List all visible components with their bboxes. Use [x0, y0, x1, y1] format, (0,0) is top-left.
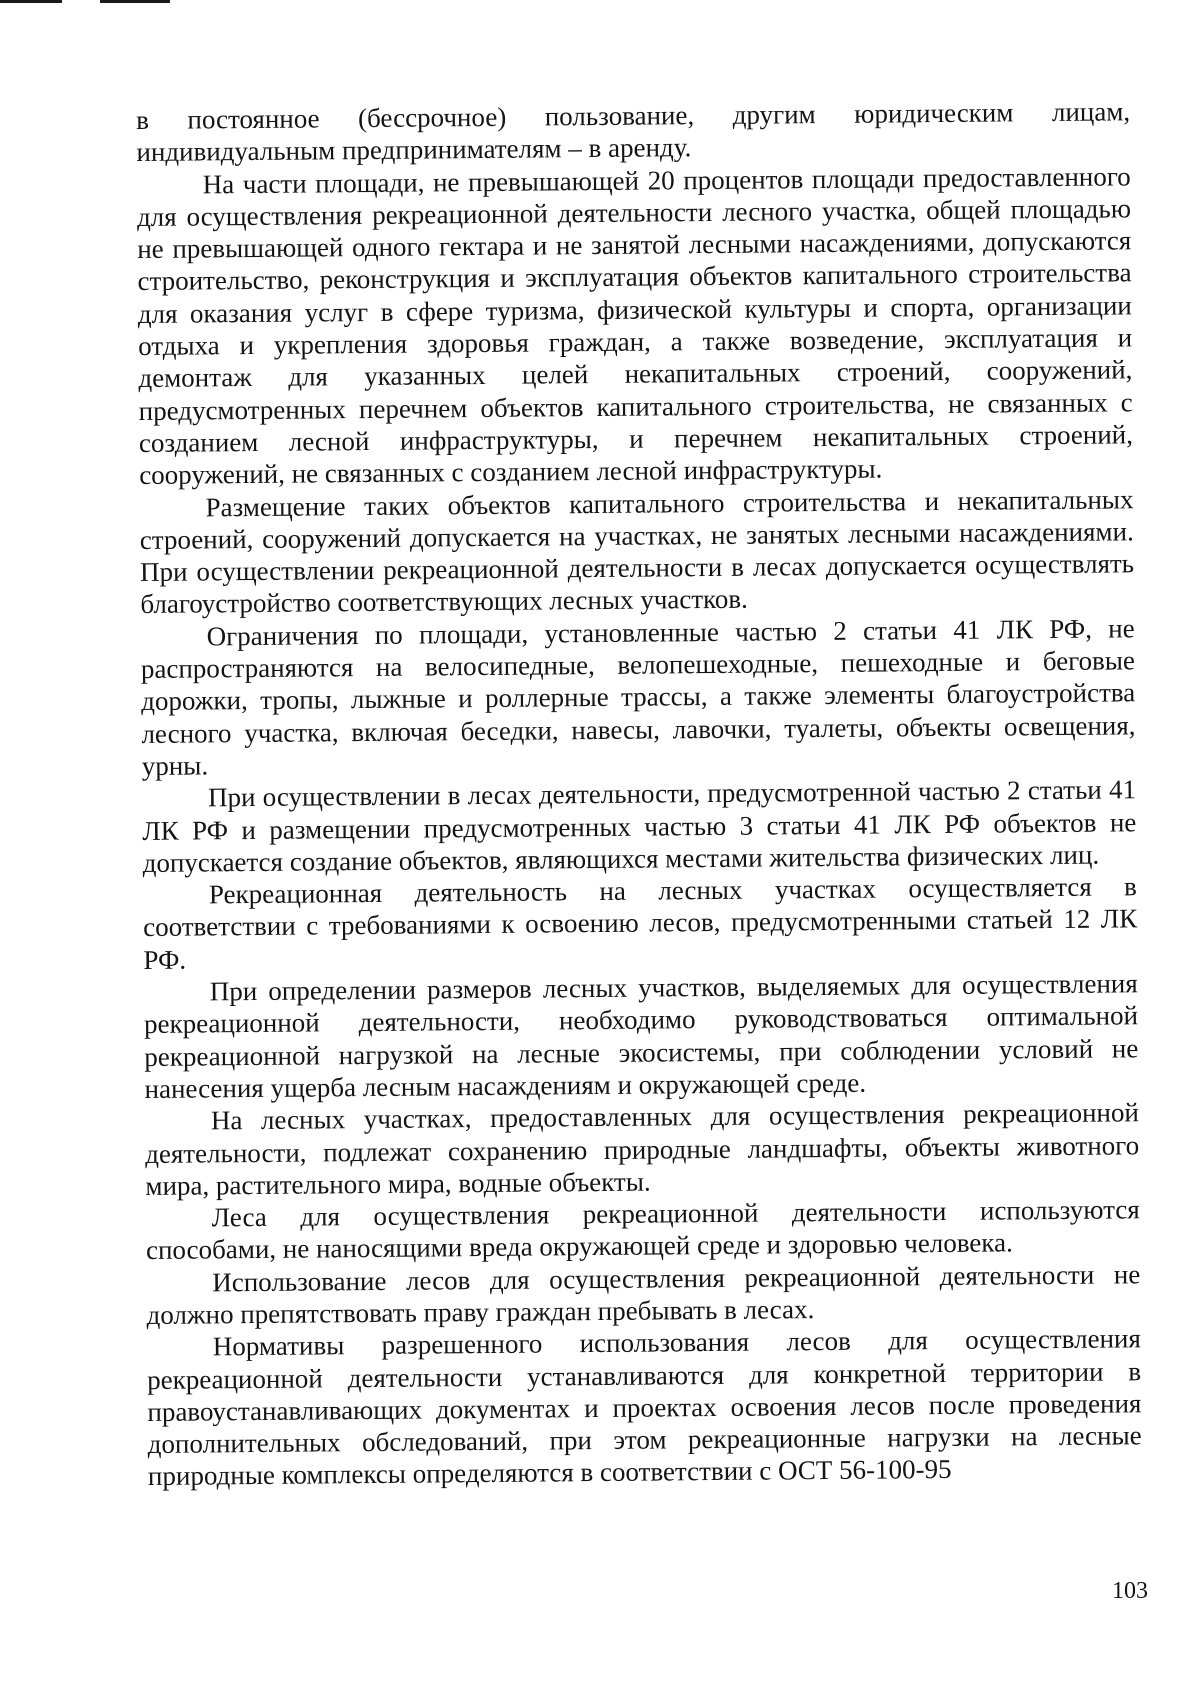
top-edge-mark	[0, 0, 62, 3]
top-edge-mark	[100, 0, 170, 3]
paragraph: На части площади, не превышающей 20 процентов площади предоставленного для осуществления рекреационной деятельности лесного участка, общей площадью не превышающей одного гектара и не занятой лесными насаждениями, допускаются строительство, реконструкция и эксплуатация объектов капитального строительства для оказания услуг в сфере туризма, физической культуры и спорта, организации отдыха и укрепления здоровья граждан, а также возведение, эксплуатация и демонтаж для указанных целей некапитальных строений, сооружений, предусмотренных перечнем объектов капитального строительства, не связанных с созданием лесной инфраструктуры, и перечнем некапитальных строений, сооружений, не связанных с созданием лесной инфраструктуры.	[136, 160, 1134, 491]
paragraph: При осуществлении в лесах деятельности, предусмотренной частью 2 статьи 41 ЛК РФ и размещении предусмотренных частью 3 статьи 41 ЛК РФ объектов не допускается создание объектов, являющихся местами жительства физических лиц.	[142, 774, 1137, 878]
paragraph: Размещение таких объектов капитального строительства и некапитальных строений, сооружений допускается на участках, не занятых лесными насаждениями. При осуществлении рекреационной деятельности в лесах допускается осуществлять благоустройство соответствующих лесных участков.	[139, 483, 1135, 620]
paragraph: На лесных участках, предоставленных для осуществления рекреационной деятельности, подлежат сохранению природные ландшафты, объекты животного мира, растительного мира, водные объекты.	[145, 1097, 1140, 1201]
paragraph: Ограничения по площади, установленные частью 2 статьи 41 ЛК РФ, не распространяются на велосипедные, велопешеходные, пешеходные и беговые дорожки, тропы, лыжные и роллерные трассы, а также элементы благоустройства лесного участка, включая беседки, навесы, лавочки, туалеты, объекты освещения, урны.	[140, 613, 1136, 781]
page-number: 103	[1112, 1578, 1148, 1604]
paragraph: Нормативы разрешенного использования лесов для осуществления рекреационной деятельности устанавливаются для конкретной территории в правоустанавливающих документах и проектах освоения лесов после проведения дополнительных обследований, при этом рекреационные нагрузки на лесные природные комплексы определяются в соответствии с ОСТ 56-100-95	[147, 1323, 1142, 1492]
paragraph: Рекреационная деятельность на лесных участках осуществляется в соответствии с требованиями к освоению лесов, предусмотренными статьей 12 ЛК РФ.	[143, 871, 1138, 975]
paragraph: в постоянное (бессрочное) пользование, другим юридическим лицам, индивидуальным предпринимателям – в аренду.	[136, 96, 1131, 168]
body-text	[136, 95, 1142, 1492]
paragraph: Использование лесов для осуществления рекреационной деятельности не должно препятствовать праву граждан пребывать в лесах.	[146, 1258, 1141, 1330]
paragraph: Леса для осуществления рекреационной деятельности используются способами, не наносящими вреда окружающей среде и здоровью человека.	[145, 1194, 1140, 1266]
paragraph: При определении размеров лесных участков, выделяемых для осуществления рекреационной деятельности, необходимо руководствоваться оптимальной рекреационной нагрузкой на лесные экосистемы, при соблюдении условий не нанесения ущерба лесным насаждениям и окружающей среде.	[143, 968, 1139, 1104]
